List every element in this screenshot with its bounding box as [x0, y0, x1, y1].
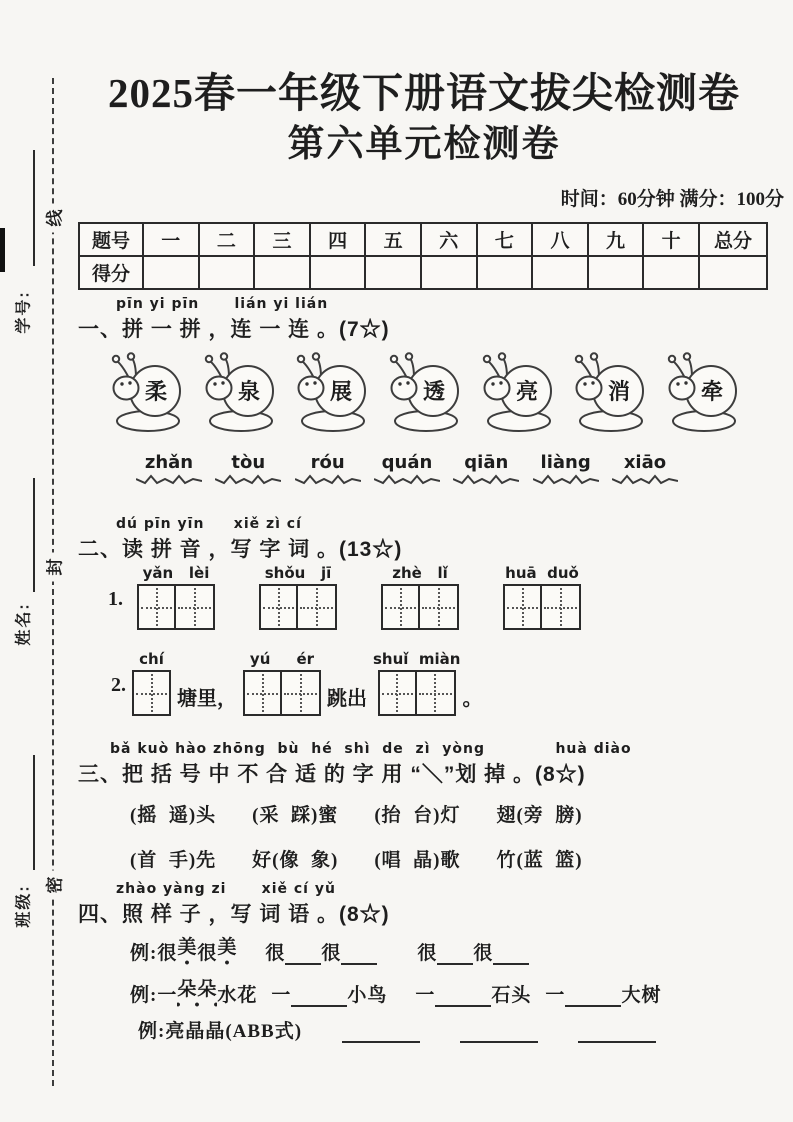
score-table [78, 222, 768, 290]
snail-char: 柔 [144, 379, 168, 404]
tianzige-cell [176, 584, 215, 630]
grass-pinyin-item [295, 452, 361, 485]
tianzige-box [259, 584, 337, 630]
tianzige-cell [381, 584, 420, 630]
answer-blank [460, 1021, 538, 1043]
answer-blank [437, 943, 473, 965]
name-fill-line [33, 478, 35, 592]
score-table-col: 九 [588, 223, 644, 256]
tianzige-cell [420, 584, 459, 630]
tianzige-cell [503, 584, 542, 630]
writing-pinyin: huā duǒ [505, 564, 579, 582]
choice-item: 好(像 象) [252, 850, 339, 871]
score-table-col: 七 [477, 223, 533, 256]
pinyin-word: zhǎn [144, 452, 194, 473]
score-table-col: 二 [199, 223, 255, 256]
section4-pinyin: zhào yàng zi xiě cí yǔ [116, 881, 336, 897]
answer-blank [435, 985, 491, 1007]
class-label: 班级: [15, 884, 33, 928]
fill-word: 一 [545, 985, 566, 1006]
tianzige-cell [542, 584, 581, 630]
pinyin-word: quán [381, 452, 433, 473]
example-text: 很 [197, 943, 218, 964]
section2-item1 [78, 564, 793, 630]
noun-word: 小鸟 [347, 985, 388, 1006]
noun-word: 石头 [491, 985, 532, 1006]
tianzige-box [132, 670, 171, 716]
choice-item: (首 手)先 [130, 850, 217, 871]
grass-pinyin-item [533, 452, 599, 485]
grass-icon [295, 471, 361, 485]
score-cell [143, 256, 199, 289]
section4-title: 四、照 样 子 ，写 词 语 。(8☆) [78, 903, 390, 926]
choice-item: 竹(蓝 篮) [496, 850, 583, 871]
section1-title: 一、拼 一 拼 ，连 一 连 。(7☆) [78, 318, 390, 341]
section2-item2 [78, 650, 793, 716]
tianzige-cell [243, 670, 282, 716]
item-number: 1. [108, 588, 123, 610]
grass-icon [215, 471, 281, 485]
answer-blank [341, 943, 377, 965]
grass-pinyin-item [136, 452, 202, 485]
tianzige-box [137, 584, 215, 630]
score-table-col: 六 [421, 223, 477, 256]
tianzige-cell [298, 584, 337, 630]
sentence-text: 跳出 [327, 688, 367, 710]
paper-subtitle: 第六单元检测卷 [287, 124, 561, 165]
snail-icon [201, 352, 279, 434]
exam-paper [78, 0, 784, 1122]
choice-item: 翅(旁 膀) [496, 805, 583, 826]
writing-pinyin: shǒu jī [264, 564, 332, 582]
pinyin-word: róu [310, 452, 345, 473]
score-table-col: 五 [365, 223, 421, 256]
score-table-col: 十 [643, 223, 699, 256]
snail-icon [571, 352, 649, 434]
seal-char-xian: 线 [41, 204, 66, 233]
score-cell [199, 256, 255, 289]
grass-icon [374, 471, 440, 485]
snail-icon [664, 352, 742, 434]
score-table-col: 八 [532, 223, 588, 256]
grass-pinyin-item [374, 452, 440, 485]
writing-group [132, 650, 171, 716]
score-cell [365, 256, 421, 289]
fill-word: 很 [473, 943, 494, 964]
paper-title: 2025春一年级下册语文拔尖检测卷 [108, 70, 740, 116]
snail-icon [293, 352, 371, 434]
writing-group [503, 564, 581, 630]
snail-char: 亮 [515, 379, 538, 404]
writing-pinyin: zhè lǐ [392, 564, 448, 582]
section4-line3 [78, 1016, 793, 1043]
section2-pinyin: dú pīn yīn xiě zì cí [116, 516, 302, 532]
choice-item: (抬 台)灯 [374, 805, 461, 826]
pinyin-word: qiān [464, 452, 509, 473]
tianzige-cell [259, 584, 298, 630]
pinyin-word: tòu [231, 452, 266, 473]
snail-char: 牵 [700, 379, 723, 404]
score-table-header-row [79, 223, 767, 256]
time-score-info: 时间：60分钟 满分：100分 [560, 189, 784, 210]
choice-item: (唱 晶)歌 [374, 850, 461, 871]
tianzige-cell [137, 584, 176, 630]
tianzige-cell [417, 670, 456, 716]
section3-row1 [78, 800, 793, 827]
example-text: 例:很 [130, 943, 178, 964]
example-emphasis: 美 [217, 932, 237, 965]
snail-icon [479, 352, 557, 434]
score-cell [588, 256, 644, 289]
score-cell [421, 256, 477, 289]
class-fill-line [33, 755, 35, 870]
score-cell [532, 256, 588, 289]
tianzige-cell [378, 670, 417, 716]
writing-group [259, 564, 337, 630]
sentence-text: 塘里， [177, 688, 237, 710]
example-emphasis: 美 [177, 932, 197, 965]
snail-char: 消 [608, 379, 631, 404]
score-table-total-col: 总分 [699, 223, 767, 256]
grass-icon [612, 471, 678, 485]
tianzige-box [243, 670, 321, 716]
score-cell [643, 256, 699, 289]
snail-icon [386, 352, 464, 434]
pinyin-word: xiāo [623, 452, 667, 473]
answer-blank [285, 943, 321, 965]
score-table-col: 一 [143, 223, 199, 256]
pinyin-grass-row [78, 452, 770, 485]
snail-icon [108, 352, 186, 434]
tianzige-box [503, 584, 581, 630]
section3-row2 [78, 845, 793, 872]
score-cell [254, 256, 310, 289]
score-cell [310, 256, 366, 289]
example-emphasis: 朵朵 [177, 974, 217, 1007]
answer-blank [342, 1021, 420, 1043]
tianzige-box [378, 670, 456, 716]
writing-pinyin: yǎn lèi [142, 564, 210, 582]
sentence-period: 。 [462, 688, 483, 710]
student-id-fill-line [33, 150, 35, 266]
section3-pinyin: bǎ kuò hào zhōng bù hé shì de zì yòng huà diào [110, 741, 632, 757]
student-id-label: 学号: [15, 290, 33, 334]
writing-group [243, 650, 321, 716]
grass-icon [533, 471, 599, 485]
example-text: 例:亮晶晶(ABB式) [138, 1021, 303, 1042]
score-cell [699, 256, 767, 289]
fill-word: 一 [271, 985, 292, 1006]
section3-title: 三、把 括 号 中 不 合 适 的 字 用 “＼”划 掉 。(8☆) [78, 763, 586, 786]
writing-pinyin: chí [139, 650, 164, 668]
fill-word: 很 [417, 943, 438, 964]
writing-pinyin: yú ér [249, 650, 315, 668]
score-table-col: 四 [310, 223, 366, 256]
snail-char: 透 [422, 379, 445, 404]
writing-group [373, 650, 460, 716]
name-label: 姓名: [15, 602, 33, 646]
tianzige-cell [282, 670, 321, 716]
example-text: 水花 [217, 985, 258, 1006]
writing-group [381, 564, 459, 630]
noun-word: 大树 [621, 985, 662, 1006]
score-table-question-label: 题号 [79, 223, 143, 256]
score-table-score-label: 得分 [79, 256, 143, 289]
answer-blank [291, 985, 347, 1007]
writing-group [137, 564, 215, 630]
score-cell [477, 256, 533, 289]
pinyin-word: liàng [540, 452, 591, 473]
snail-row [78, 352, 770, 434]
scan-edge-artifact [0, 228, 5, 272]
grass-pinyin-item [215, 452, 281, 485]
fill-word: 很 [321, 943, 342, 964]
fill-word: 一 [415, 985, 436, 1006]
writing-pinyin: shuǐ miàn [373, 650, 461, 668]
section2-title: 二、读 拼 音 ，写 字 词 。(13☆) [78, 538, 403, 561]
choice-item: (摇 遥)头 [130, 805, 217, 826]
fill-word: 很 [265, 943, 286, 964]
seal-char-feng: 封 [41, 553, 66, 582]
answer-blank [578, 1021, 656, 1043]
snail-char: 展 [330, 379, 353, 404]
section4-line1 [78, 932, 793, 965]
grass-pinyin-item [612, 452, 678, 485]
tianzige-cell [132, 670, 171, 716]
section4-line2 [78, 974, 793, 1007]
seal-char-mi: 密 [41, 871, 66, 900]
answer-blank [493, 943, 529, 965]
example-text: 例:一 [130, 985, 178, 1006]
choice-item: (采 踩)蜜 [252, 805, 339, 826]
score-table-col: 三 [254, 223, 310, 256]
grass-icon [453, 471, 519, 485]
score-table-score-row [79, 256, 767, 289]
section1-pinyin: pīn yi pīn lián yi lián [116, 296, 329, 312]
snail-char: 泉 [237, 379, 260, 404]
tianzige-box [381, 584, 459, 630]
grass-pinyin-item [453, 452, 519, 485]
item-number: 2. [111, 674, 126, 696]
grass-icon [136, 471, 202, 485]
answer-blank [565, 985, 621, 1007]
